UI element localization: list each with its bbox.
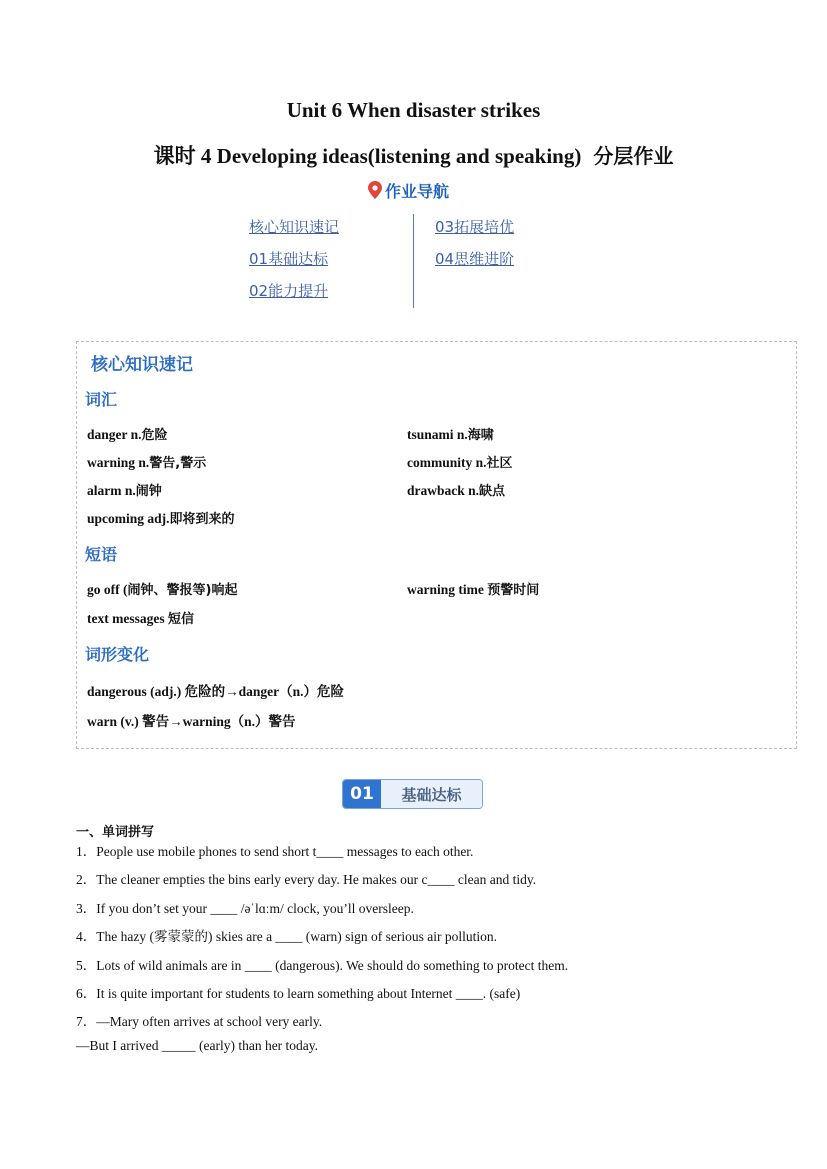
vocab-item: tsunami n.海啸 — [407, 427, 494, 443]
nav-divider — [413, 214, 414, 308]
question-item: 1．People use mobile phones to send short t____ messages to each other. — [76, 844, 474, 859]
phrase-item: warning time 预警时间 — [407, 582, 540, 598]
subtitle-english: 课时 4 Developing ideas(listening and speaking) — [153, 144, 582, 168]
section-label: 基础达标 — [381, 780, 482, 808]
page-subtitle — [0, 140, 827, 170]
phrase-item: text messages 短信 — [87, 611, 194, 627]
question-item: 2．The cleaner empties the bins early every day. He makes our c____ clean and tidy. — [76, 872, 537, 887]
vocab-item: warning n.警告,警示 — [87, 455, 207, 471]
section-badge-01 — [342, 779, 483, 809]
nav-left-column — [249, 214, 339, 310]
subtitle-chinese: 分层作业 — [593, 144, 674, 168]
exercise-title: 一、单词拼写 — [76, 825, 155, 840]
page-title: Unit 6 When disaster strikes — [286, 98, 541, 122]
vocab-item: danger n.危险 — [87, 427, 168, 443]
core-knowledge-box — [76, 341, 797, 749]
homework-nav-heading — [368, 178, 449, 202]
nav-link-01-basics[interactable]: 01基础达标 — [249, 250, 329, 268]
vocab-item: alarm n.闹钟 — [87, 483, 162, 499]
vocab-item: upcoming adj.即将到来的 — [87, 511, 235, 527]
phrase-item: go off (闹钟、警报等)响起 — [87, 582, 238, 598]
nav-link-04-thinking[interactable]: 04思维进阶 — [435, 250, 515, 268]
nav-link-03-extension[interactable]: 03拓展培优 — [435, 218, 515, 236]
vocab-item: community n.社区 — [407, 455, 513, 471]
question-item: 3．If you don’t set your ____ /əˈlɑːm/ clock, you’ll oversleep. — [76, 901, 414, 916]
nav-right-column — [435, 214, 514, 278]
question-item: 5．Lots of wild animals are in ____ (dangerous). We should do something to protect them. — [76, 958, 569, 973]
question-item: 4．The hazy (雾蒙蒙的) skies are a ____ (warn) sign of serious air pollution. — [76, 929, 498, 944]
core-knowledge-heading: 核心知识速记 — [91, 355, 193, 375]
word-forms-heading: 词形变化 — [85, 645, 150, 664]
word-form-item: dangerous (adj.) 危险的→danger（n.）危险 — [87, 684, 345, 699]
phrase-heading: 短语 — [85, 545, 118, 564]
nav-link-core-knowledge[interactable]: 核心知识速记 — [249, 218, 340, 236]
question-item: 6．It is quite important for students to learn something about Internet ____. (safe) — [76, 986, 521, 1001]
nav-heading-text: 作业导航 — [385, 181, 450, 201]
vocab-heading: 词汇 — [85, 390, 118, 409]
question-item: 7．—Mary often arrives at school very early. — [76, 1014, 323, 1029]
location-pin-icon — [368, 181, 382, 199]
word-form-item: warn (v.) 警告→warning（n.）警告 — [87, 714, 296, 729]
question-item: —But I arrived _____ (early) than her today. — [76, 1038, 319, 1053]
nav-link-02-ability[interactable]: 02能力提升 — [249, 282, 329, 300]
section-number: 01 — [343, 780, 381, 808]
homework-nav — [249, 214, 579, 308]
vocab-item: drawback n.缺点 — [407, 483, 506, 499]
